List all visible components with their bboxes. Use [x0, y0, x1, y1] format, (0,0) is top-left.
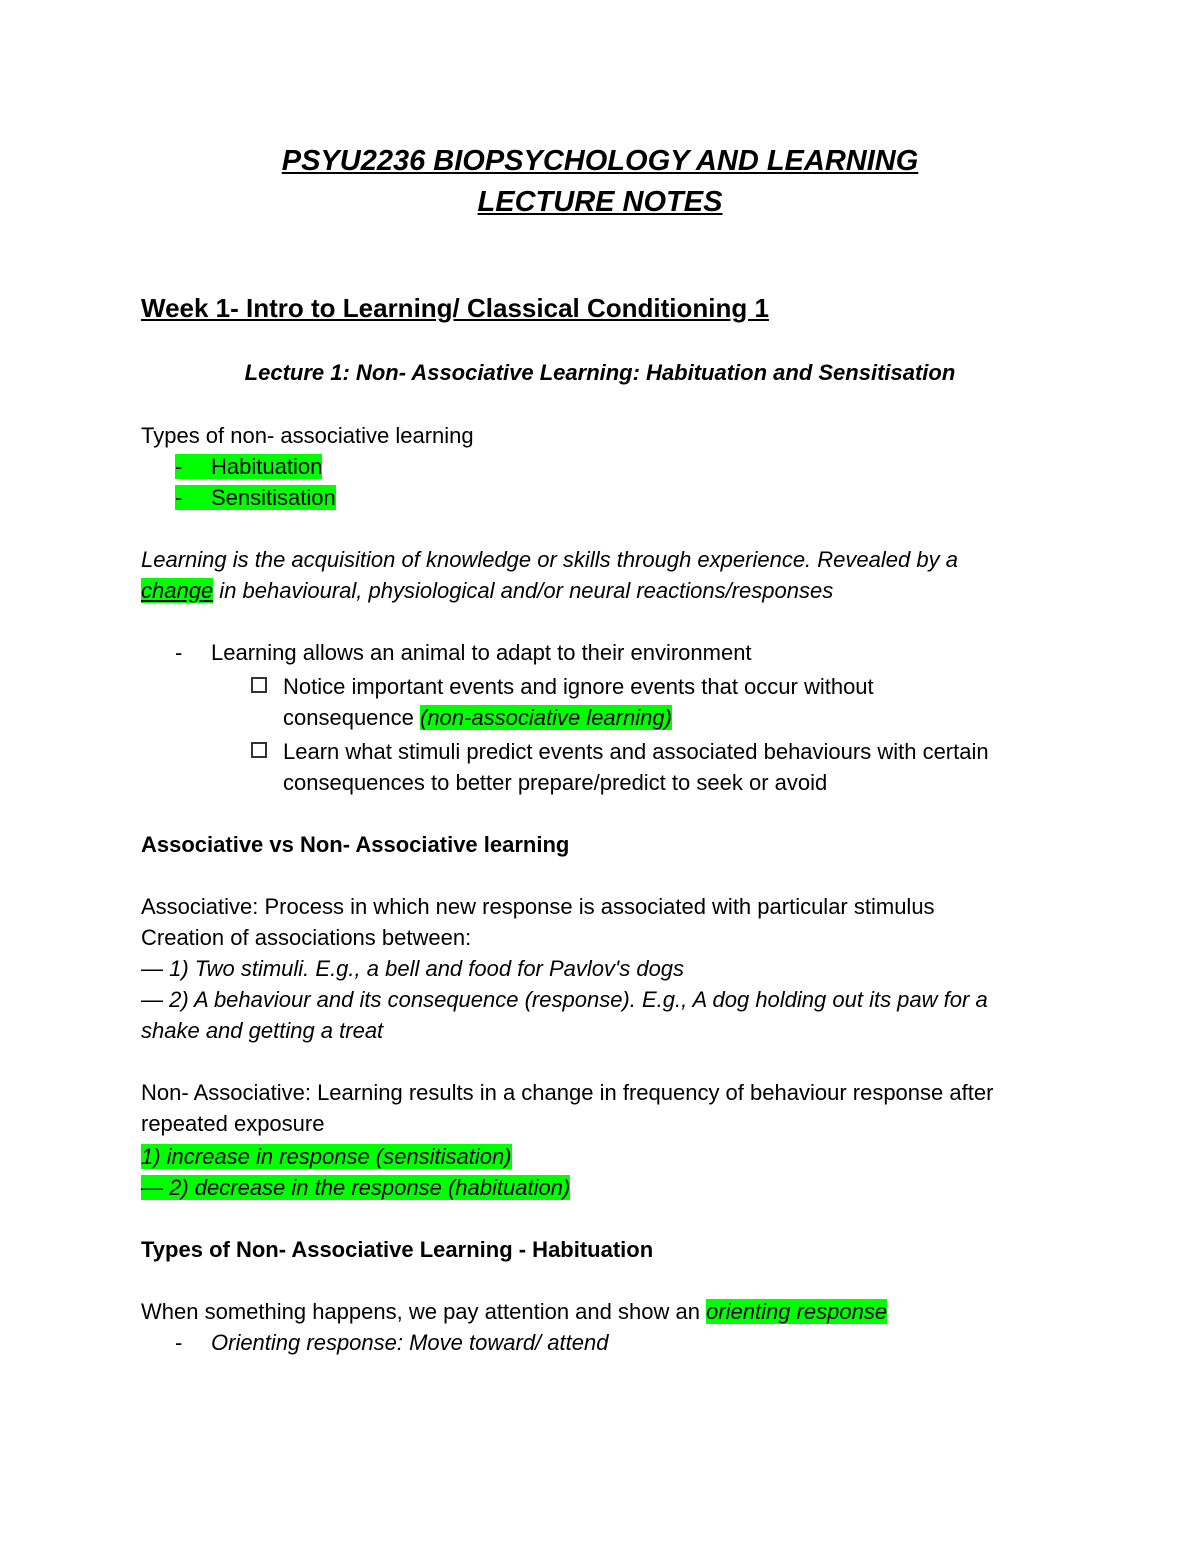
adapt-bullet-text: Learning allows an animal to adapt to their environment: [211, 640, 752, 665]
orienting-bullet: [175, 1327, 608, 1358]
dash-bullet: -: [175, 640, 183, 665]
checklist-item-1-line-2: [283, 702, 672, 733]
associations-item-1: — 1) Two stimuli. E.g., a bell and food for Pavlov's dogs: [141, 956, 685, 981]
non-associative-definition-line-2: repeated exposure: [141, 1111, 325, 1136]
learning-definition-line-2: [141, 575, 833, 606]
types-list-item-habituation: [175, 451, 322, 482]
types-item-highlight: [175, 485, 336, 510]
document-title-line-2: LECTURE NOTES: [477, 186, 723, 218]
associative-heading: Associative vs Non- Associative learning: [141, 832, 570, 857]
change-highlight: change: [141, 578, 214, 603]
types-item-highlight: [175, 454, 322, 479]
associations-intro: Creation of associations between:: [141, 925, 472, 950]
habituation-heading: Types of Non- Associative Learning - Habituation: [141, 1237, 654, 1262]
checkbox-icon: [251, 742, 267, 758]
document-title-line-1: PSYU2236 BIOPSYCHOLOGY AND LEARNING: [281, 145, 919, 177]
associative-definition: Associative: Process in which new response is associated with particular stimulus: [141, 894, 935, 919]
adapt-bullet: [175, 637, 752, 668]
types-item-label: Habituation: [211, 454, 323, 479]
checklist-item-1-text: consequence: [283, 705, 420, 730]
orienting-sentence: [141, 1296, 887, 1327]
week-heading: Week 1- Intro to Learning/ Classical Conditioning 1: [141, 293, 769, 323]
checklist-item-1-line-1: Notice important events and ignore events that occur without: [283, 674, 874, 699]
dash-bullet: -: [175, 485, 183, 510]
non-associative-definition-line-1: Non- Associative: Learning results in a change in frequency of behaviour response after: [141, 1080, 994, 1105]
orienting-bullet-text: Orienting response: Move toward/ attend: [211, 1330, 609, 1355]
non-associative-item-2: [141, 1172, 570, 1203]
sensitisation-highlight: 1) increase in response (sensitisation): [141, 1144, 512, 1169]
checkbox-icon: [251, 677, 267, 693]
learning-definition-line-1: Learning is the acquisition of knowledge or skills through experience. Revealed by a: [141, 547, 958, 572]
dash-bullet: -: [175, 454, 183, 479]
checklist-item-2-line-1: Learn what stimuli predict events and associated behaviours with certain: [283, 739, 989, 764]
types-list-item-sensitisation: [175, 482, 336, 513]
associations-item-2-line-1: — 2) A behaviour and its consequence (response). E.g., A dog holding out its paw for a: [141, 987, 988, 1012]
lecture-heading: Lecture 1: Non- Associative Learning: Habituation and Sensitisation: [244, 360, 956, 385]
learning-definition-rest: in behavioural, physiological and/or neural reactions/responses: [213, 578, 834, 603]
non-associative-highlight: (non-associative learning): [420, 705, 672, 730]
associations-item-2-line-2: shake and getting a treat: [141, 1018, 384, 1043]
checklist-item-2-line-2: consequences to better prepare/predict to seek or avoid: [283, 770, 828, 795]
habituation-highlight: — 2) decrease in the response (habituation): [141, 1175, 571, 1200]
non-associative-item-1: [141, 1141, 512, 1172]
orienting-response-highlight: orienting response: [706, 1299, 888, 1324]
types-intro: Types of non- associative learning: [141, 423, 474, 448]
orienting-sentence-text: When something happens, we pay attention and show an: [141, 1299, 707, 1324]
dash-bullet: -: [175, 1330, 183, 1355]
types-item-label: Sensitisation: [211, 485, 336, 510]
